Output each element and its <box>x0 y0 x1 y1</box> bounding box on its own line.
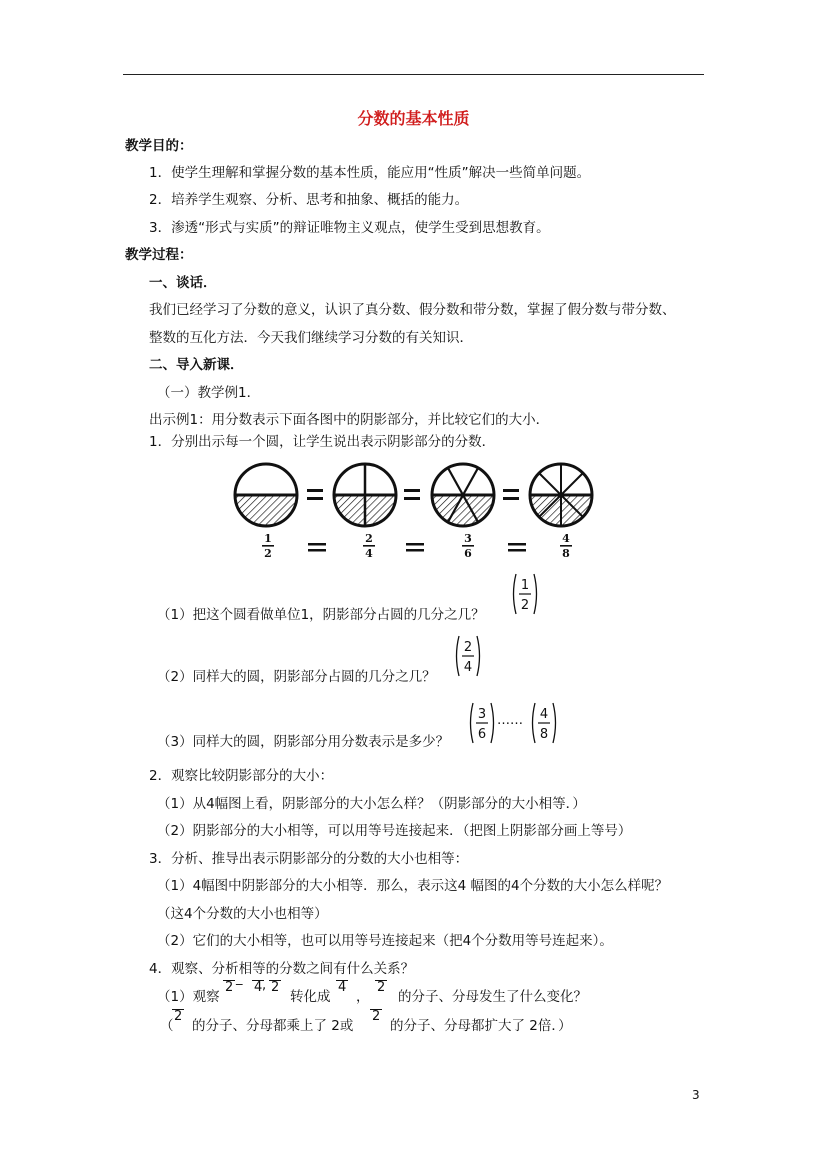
part1-text-1: 我们已经学习了分数的意义，认识了真分数、假分数和带分数，掌握了假分数与带分数、 <box>149 302 676 318</box>
small-dash-a: ‾ <box>236 983 243 998</box>
example-line: 出示例1：用分数表示下面各图中的阴影部分，并比较它们的大小． <box>149 412 550 428</box>
equal-sign-1 <box>307 489 323 500</box>
circle-eighths <box>530 464 592 526</box>
step-2-b: （2）阴影部分的大小相等，可以用等号连接起来．（把图上阴影部分画上等号） <box>157 823 632 839</box>
header-rule <box>123 74 704 75</box>
step-4-b-text-2: 的分子、分母都乘上了 2或 <box>192 1018 354 1034</box>
page-number: 3 <box>692 1088 700 1102</box>
question-3: （3）同样大的圆，阴影部分用分数表示是多少？ <box>157 734 450 750</box>
paren-3-num: 3 <box>477 707 487 722</box>
label-2-4-num: 2 <box>365 532 373 545</box>
part1-heading: 一、谈话． <box>149 275 217 291</box>
label-3-6-num: 3 <box>464 532 472 545</box>
small-digit-2a: 2 <box>225 980 234 995</box>
small-digit-2c: 2 <box>377 980 386 995</box>
step-3-a: （1）4幅图中阴影部分的大小相等．那么，表示这4 幅图的4个分数的大小怎么样呢？ <box>157 878 669 894</box>
step-2: 2．观察比较阴影部分的大小： <box>149 768 334 784</box>
step-4-b-text-3: 的分子、分母都扩大了 2倍．） <box>390 1018 572 1034</box>
paren-1-den: 2 <box>520 598 530 613</box>
small-digit-4b: 4 <box>338 980 347 995</box>
circle-quarters <box>334 464 396 526</box>
goal-2: 2．培养学生观察、分析、思考和抽象、概括的能力。 <box>149 192 469 208</box>
sub-heading-1: （一）教学例1． <box>157 385 261 401</box>
paren-4-den: 8 <box>539 727 549 742</box>
equal-sign-2 <box>404 489 420 500</box>
step-4-a-text-1: （1）观察 <box>157 989 220 1005</box>
step-4: 4．观察、分析相等的分数之间有什么关系？ <box>149 961 415 977</box>
label-1-2-num: 1 <box>264 532 272 545</box>
paren-3-den: 6 <box>477 727 487 742</box>
small-digit-4a: 4 <box>254 980 263 995</box>
paren-2-den: 4 <box>463 660 473 675</box>
goal-3: 3．渗透“形式与实质”的辩证唯物主义观点，使学生受到思想教育。 <box>149 220 550 236</box>
step-4-a-text-2: 转化成 <box>290 989 331 1005</box>
small-comma-a: , <box>262 978 267 993</box>
step-2-a: （1）从4幅图上看，阴影部分的大小怎么样？（阴影部分的大小相等．） <box>157 796 586 812</box>
paren-fraction-4-8 <box>529 701 559 745</box>
step-3-b: （2）它们的大小相等，也可以用等号连接起来（把4个分数用等号连起来）。 <box>157 933 613 949</box>
label-2-4-den: 4 <box>365 547 373 560</box>
label-1-2-den: 2 <box>264 547 272 560</box>
step-4-b-text-1: （ <box>160 1018 174 1034</box>
step-4-a-text-4: 的分子、分母发生了什么变化？ <box>398 989 587 1005</box>
small-digit-2e: 2 <box>372 1009 381 1024</box>
label-4-8-num: 4 <box>562 532 570 545</box>
step-3: 3．分析、推导出表示阴影部分的分数的大小也相等： <box>149 851 469 867</box>
step-1: 1．分别出示每一个圆，让学生说出表示阴影部分的分数． <box>149 434 496 450</box>
part1-text-2: 整数的互化方法．今天我们继续学习分数的有关知识． <box>149 330 473 346</box>
goal-1: 1．使学生理解和掌握分数的基本性质，能应用“性质”解决一些简单问题。 <box>149 165 591 181</box>
label-3-6-den: 6 <box>464 547 472 560</box>
circle-sixths <box>432 464 494 526</box>
paren-fraction-1-2 <box>510 572 540 616</box>
paren-2-num: 2 <box>463 640 473 655</box>
label-4-8-den: 8 <box>562 547 570 560</box>
fraction-labels <box>262 532 572 560</box>
question-2: （2）同样大的圆，阴影部分占圆的几分之几？ <box>157 669 436 685</box>
paren-fraction-2-4 <box>453 634 483 678</box>
step-3-a2: （这4个分数的大小也相等） <box>157 906 328 922</box>
circles-figure <box>228 456 600 568</box>
part2-heading: 二、导入新课． <box>149 357 244 373</box>
circle-halves <box>235 464 297 526</box>
paren-fraction-3-6 <box>467 701 497 745</box>
equal-sign-3 <box>503 489 519 500</box>
process-heading: 教学过程： <box>125 247 193 263</box>
paren-4-num: 4 <box>539 707 549 722</box>
question-1: （1）把这个圆看做单位1，阴影部分占圆的几分之几？ <box>157 607 485 623</box>
page-title: 分数的基本性质 <box>357 109 470 128</box>
goals-heading: 教学目的： <box>125 138 193 154</box>
small-digit-2b: 2 <box>271 980 280 995</box>
paren-1-num: 1 <box>520 578 530 593</box>
small-digit-2d: 2 <box>174 1009 183 1024</box>
step-4-a-text-3: ， <box>356 989 370 1005</box>
ellipsis: …… <box>497 713 523 728</box>
